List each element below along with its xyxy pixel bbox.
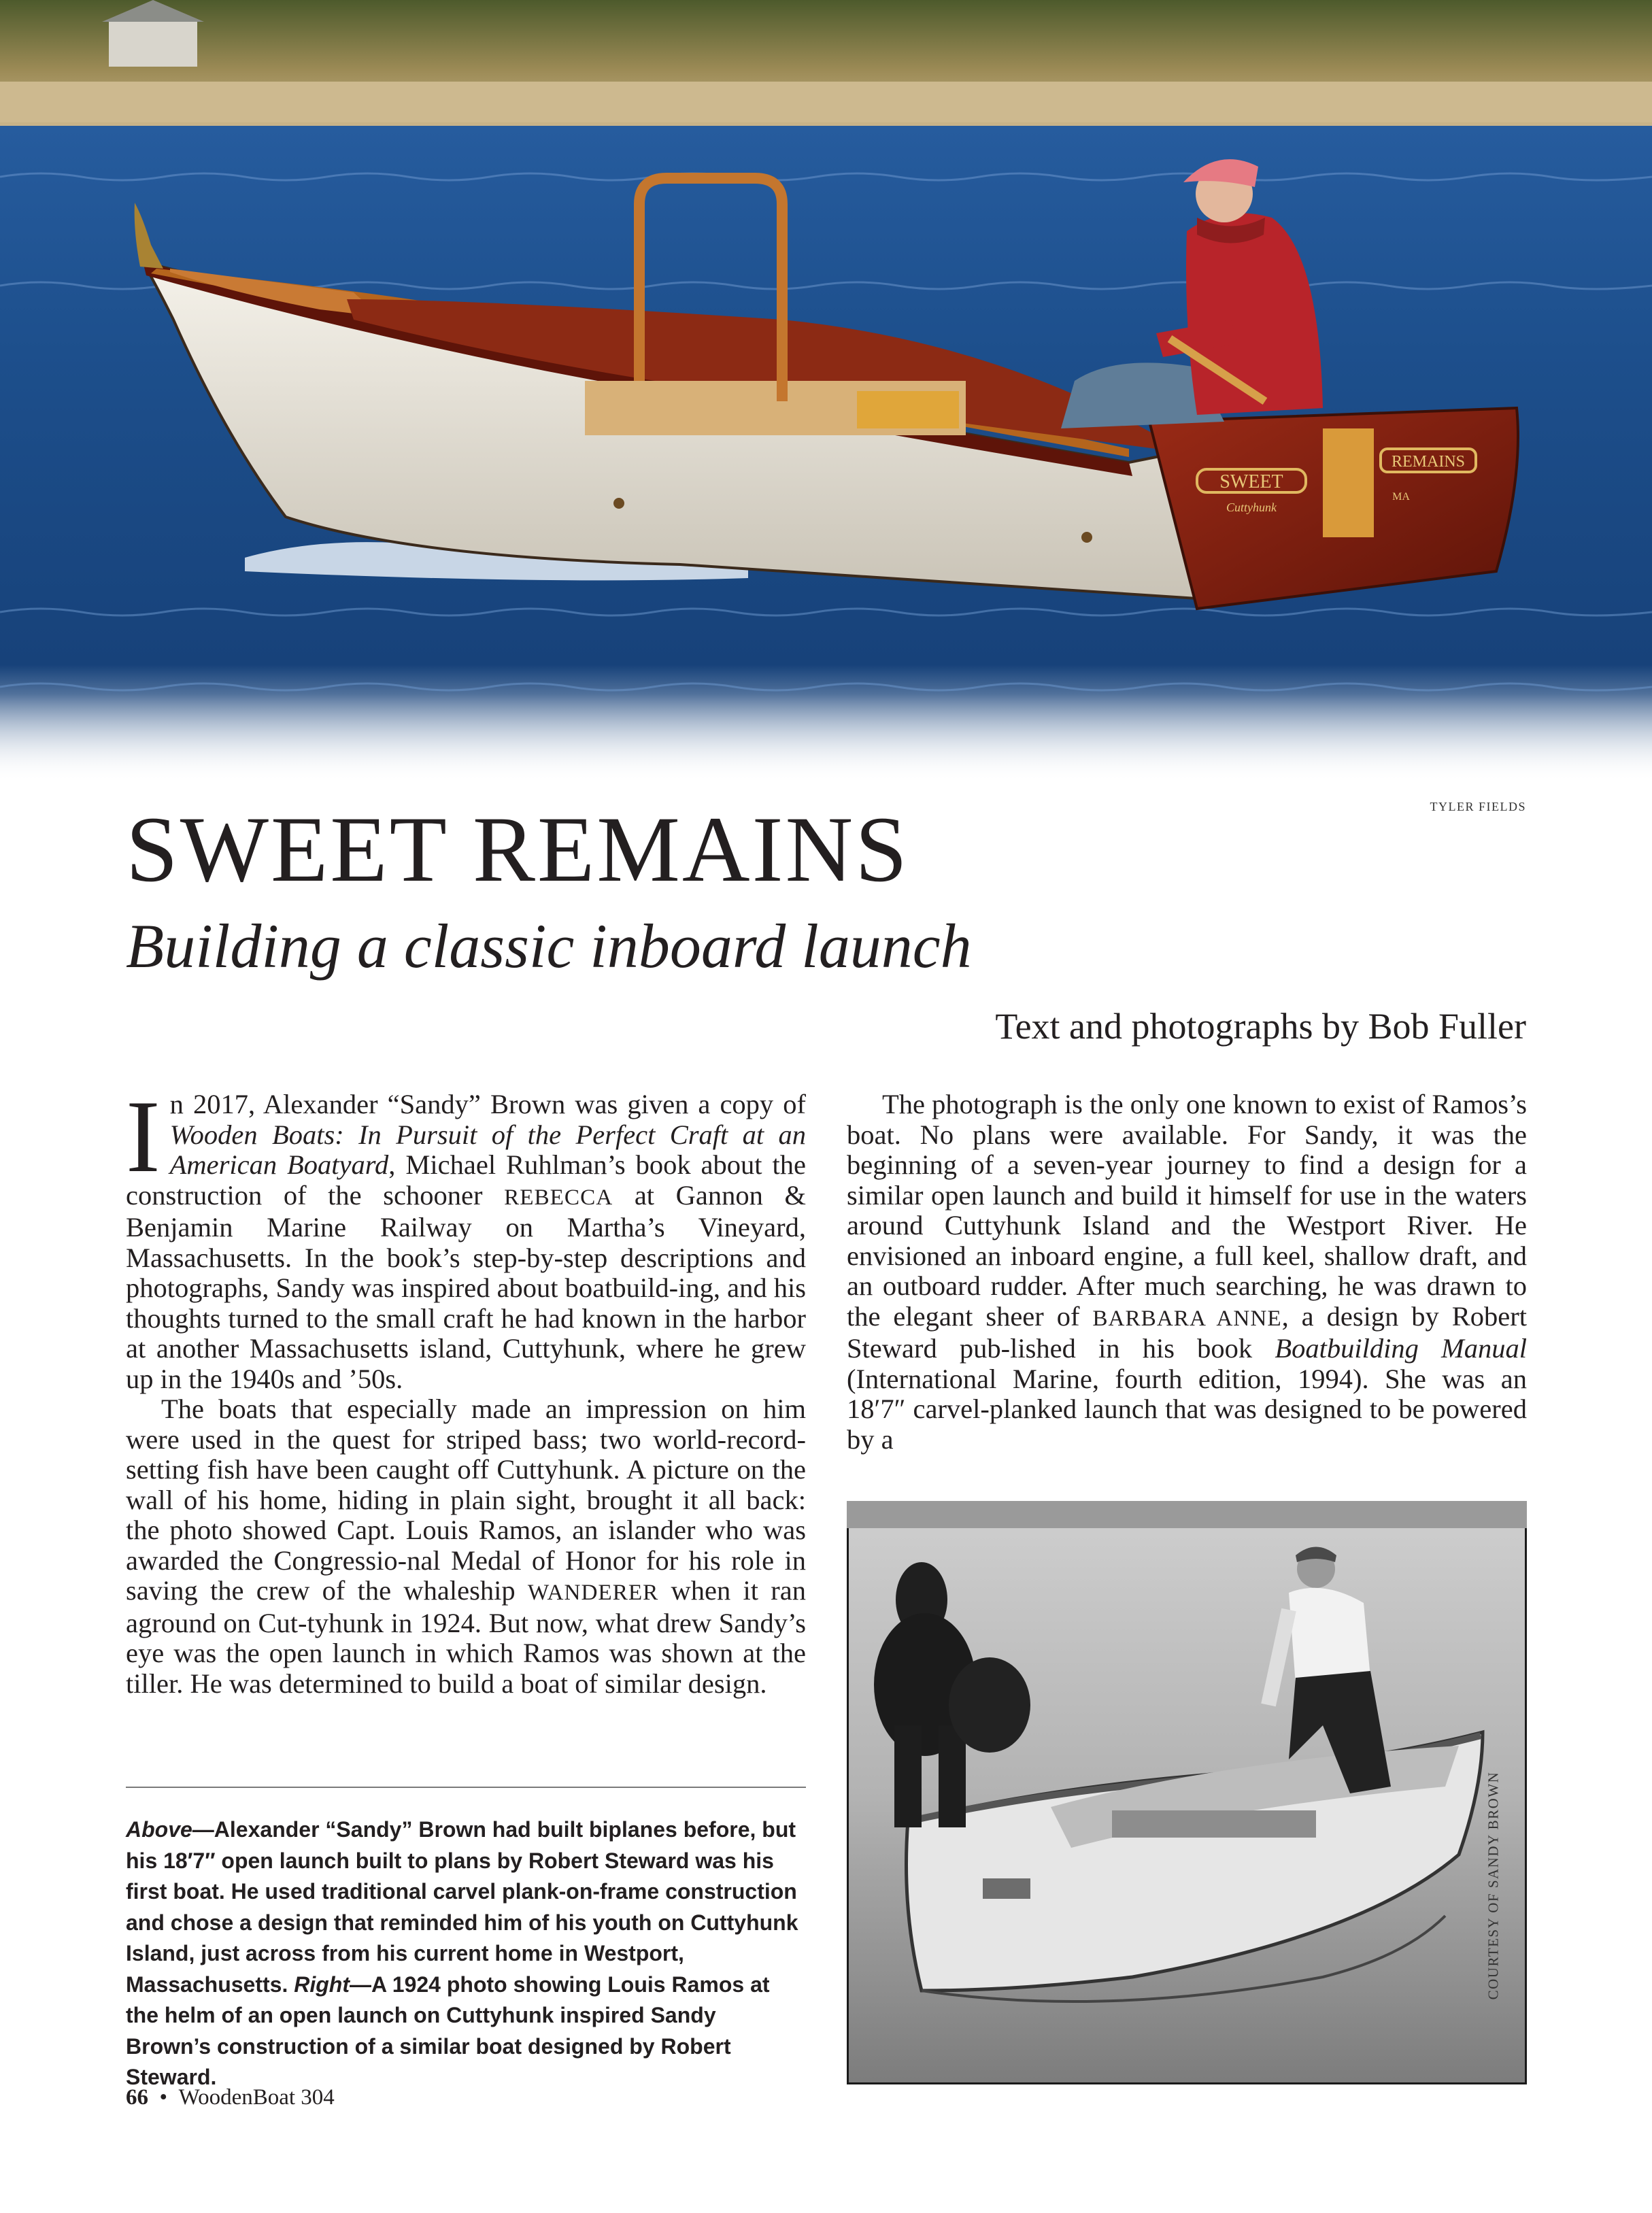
issue-name: WoodenBoat 304 [178,2085,335,2110]
article-title: SWEET REMAINS [126,797,909,901]
caption-divider [126,1787,806,1788]
article-column-right [847,1089,1527,1455]
paragraph-1: In 2017, Alexander “Sandy” Brown was given a copy of Wooden Boats: In Pursuit of the Perfect Craft at an American Boatyard, Michael Ruhlman’s book about the construction of the schooner REBECCA at Gannon & Benjamin Marine Railway on Martha’s Vineyard, Massachusetts. In the book’s step-by-step descriptions and photographs, Sandy was inspired about boatbuild-ing, and his thoughts turned to the small craft he had known in the harbor at another Massachusetts island, Cuttyhunk, where he grew up in the 1940s and ’50s. [126,1079,807,1394]
transom-port: Cuttyhunk [1226,501,1277,514]
vessel-name: REBECCA [504,1184,613,1210]
historic-photo-credit: COURTESY OF SANDY BROWN [1485,1771,1502,2000]
article-subtitle: Building a classic inboard launch [126,911,972,981]
historic-photo [847,1501,1527,2084]
hero-photo-credit: TYLER FIELDS [1430,800,1526,813]
transom-state: MA [1392,491,1410,503]
transom-name-2: REMAINS [1391,453,1466,471]
page-footer [126,2085,335,2110]
vessel-name: WANDERER [527,1580,659,1605]
book-title: Boatbuilding Manual [1275,1333,1527,1364]
hero-photo [0,0,1652,782]
house [109,19,197,67]
paragraph-3: The photograph is the only one known to exist of Ramos’s boat. No plans were available. For Sandy, it was the beginning of a seven-year journey to find a design for a similar open launch and build it himself for use in the waters around Cuttyhunk Island and the Westport River. He envisioned an inboard engine, a full keel, shallow draft, and an outboard rudder. After much searching, he was drawn to the elegant sheer of BARBARA ANNE, a design by Robert Steward pub-lished in his book Boatbuilding Manual (International Marine, fourth edition, 1994). She was an 18′7″ carvel-planked launch that was designed to be powered by a [847,1089,1527,1455]
page-number: 66 [126,2085,148,2110]
caption-lead-right: Right [294,1972,350,1997]
transom-name: SWEET [1219,471,1283,492]
drop-cap: I [126,1079,161,1194]
vessel-name: BARBARA ANNE [1092,1305,1282,1331]
caption-lead-above: Above [126,1817,192,1842]
footer-separator: • [159,2085,168,2110]
book-title: Wooden Boats: In Pursuit of the Perfect Craft at an American Boatyard [169,1119,806,1180]
photo-caption: Above—Alexander “Sandy” Brown had built biplanes before, but his 18′7″ open launch built to plans by Robert Steward was his first boat. He used traditional carvel plank-on-frame construction and chose a design that reminded him of his youth on Cuttyhunk Island, just across from his current home in Westport, Massachusetts. Right—A 1924 photo showing Louis Ramos at the helm of an open launch on Cuttyhunk inspired Sandy Brown’s construction of a similar boat designed by Robert Steward. [126,1817,798,2089]
article-column-left [126,1079,807,1699]
byline: Text and photographs by Bob Fuller [995,1006,1526,1047]
paragraph-2: The boats that especially made an impression on him were used in the quest for striped bass; two world-record-setting fish have been caught off Cuttyhunk. A picture on the wall of his home, hiding in plain sight, brought it all back: the photo showed Capt. Louis Ramos, an islander who was awarded the Congressio-nal Medal of Honor for his role in saving the crew of the whaleship WANDERER when it ran aground on Cut-tyhunk in 1924. But now, what drew Sandy’s eye was the open launch in which Ramos was shown at the tiller. He was determined to build a boat of similar design. [126,1393,806,1699]
